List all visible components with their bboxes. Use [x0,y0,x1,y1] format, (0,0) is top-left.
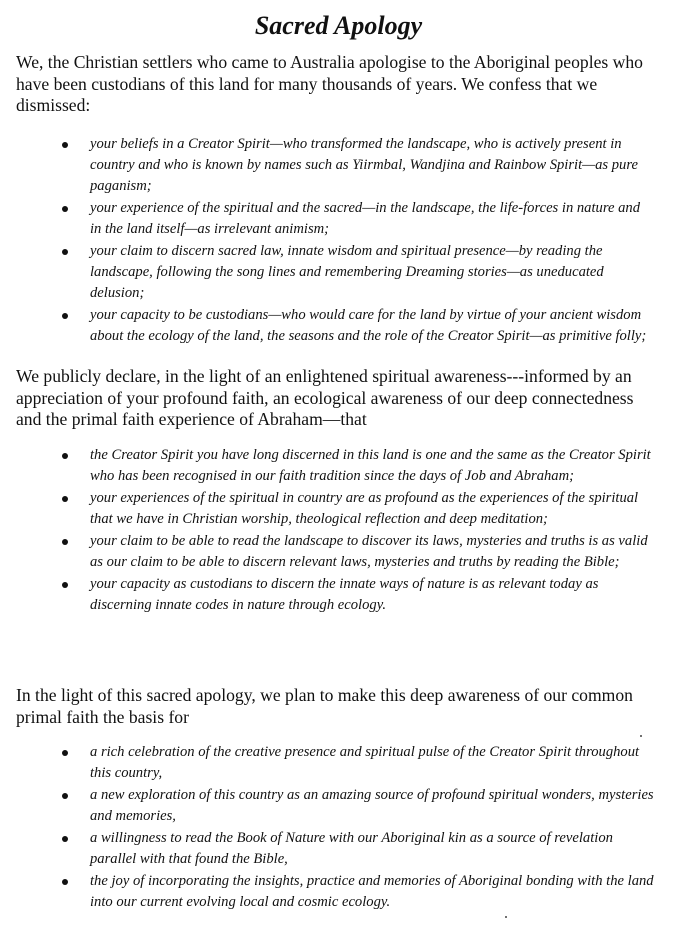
bullet-icon [62,793,68,799]
list-item [62,198,654,240]
list-item [62,871,654,913]
list-item [62,785,654,827]
list-item [62,828,654,870]
list-item [62,134,654,197]
bullet-icon [62,879,68,885]
list-item [62,445,654,487]
list-item [62,305,654,347]
list-item [62,574,654,616]
scan-speck [640,735,642,737]
confession-intro-paragraph: We, the Christian settlers who came to Australia apologise to the Aboriginal peoples who have been custodians of this land for many thousands of years. We confess that we dismissed: [16,52,643,115]
list-item-text: the Creator Spirit you have long discerned in this land is one and the same as the Creator Spirit who has been recognised in our faith tradition since the days of Job and Abraham; [90,447,651,484]
list-item-text: your experiences of the spiritual in country are as profound as the experiences of the spiritual that we have in Christian worship, theological reflection and deep meditation; [90,490,639,527]
list-item-text: your capacity as custodians to discern the innate ways of nature is as relevant today as discerning innate codes in nature through ecology. [90,576,599,613]
bullet-icon [62,142,68,148]
list-item-text: your claim to discern sacred law, innate wisdom and spiritual presence—by reading the landscape, following the song lines and remembering Dreaming stories—as uneducated delusion; [90,243,604,301]
list-item-text: a willingness to read the Book of Nature with our Aboriginal kin as a source of revelation parallel with that found the Bible, [90,830,613,867]
declaration-list [62,445,654,617]
declaration-intro-paragraph: We publicly declare, in the light of an enlightened spiritual awareness---informed by an appreciation of your profound faith, an ecological awareness of our deep connectedness and the primal faith experience of Abraham—that [16,366,634,429]
commitment-intro-paragraph: In the light of this sacred apology, we plan to make this deep awareness of our common primal faith the basis for [16,685,633,727]
list-item [62,531,654,573]
page-title: Sacred Apology [254,11,423,40]
bullet-icon [62,496,68,502]
bullet-icon [62,750,68,756]
bullet-icon [62,313,68,319]
list-item-text: a rich celebration of the creative presence and spiritual pulse of the Creator Spirit throughout this country, [90,744,640,781]
list-item-text: your beliefs in a Creator Spirit—who transformed the landscape, who is actively present in country and who is known by names such as Yiirmbal, Wandjina and Rainbow Spirit—as pure paganism; [90,136,638,194]
scan-speck [505,916,507,918]
bullet-icon [62,539,68,545]
list-item-text: the joy of incorporating the insights, practice and memories of Aboriginal bonding with the land into our current evolving local and cosmic ecology. [90,873,654,910]
bullet-icon [62,836,68,842]
bullet-icon [62,206,68,212]
bullet-icon [62,249,68,255]
list-item-text: a new exploration of this country as an amazing source of profound spiritual wonders, mysteries and memories, [90,787,654,824]
list-item [62,742,654,784]
list-item-text: your claim to be able to read the landscape to discover its laws, mysteries and truths is as valid as our claim to be able to discern relevant laws, mysteries and truths by reading the Bible; [90,533,648,570]
list-item-text: your capacity to be custodians—who would care for the land by virtue of your ancient wisdom about the ecology of the land, the seasons and the role of the Creator Spirit—as primitive folly; [90,307,647,344]
confession-list [62,134,654,348]
bullet-icon [62,453,68,459]
commitment-list [62,742,654,914]
bullet-icon [62,582,68,588]
list-item-text: your experience of the spiritual and the sacred—in the landscape, the life-forces in nature and in the land itself—as irrelevant animism; [90,200,640,237]
list-item [62,241,654,304]
list-item [62,488,654,530]
